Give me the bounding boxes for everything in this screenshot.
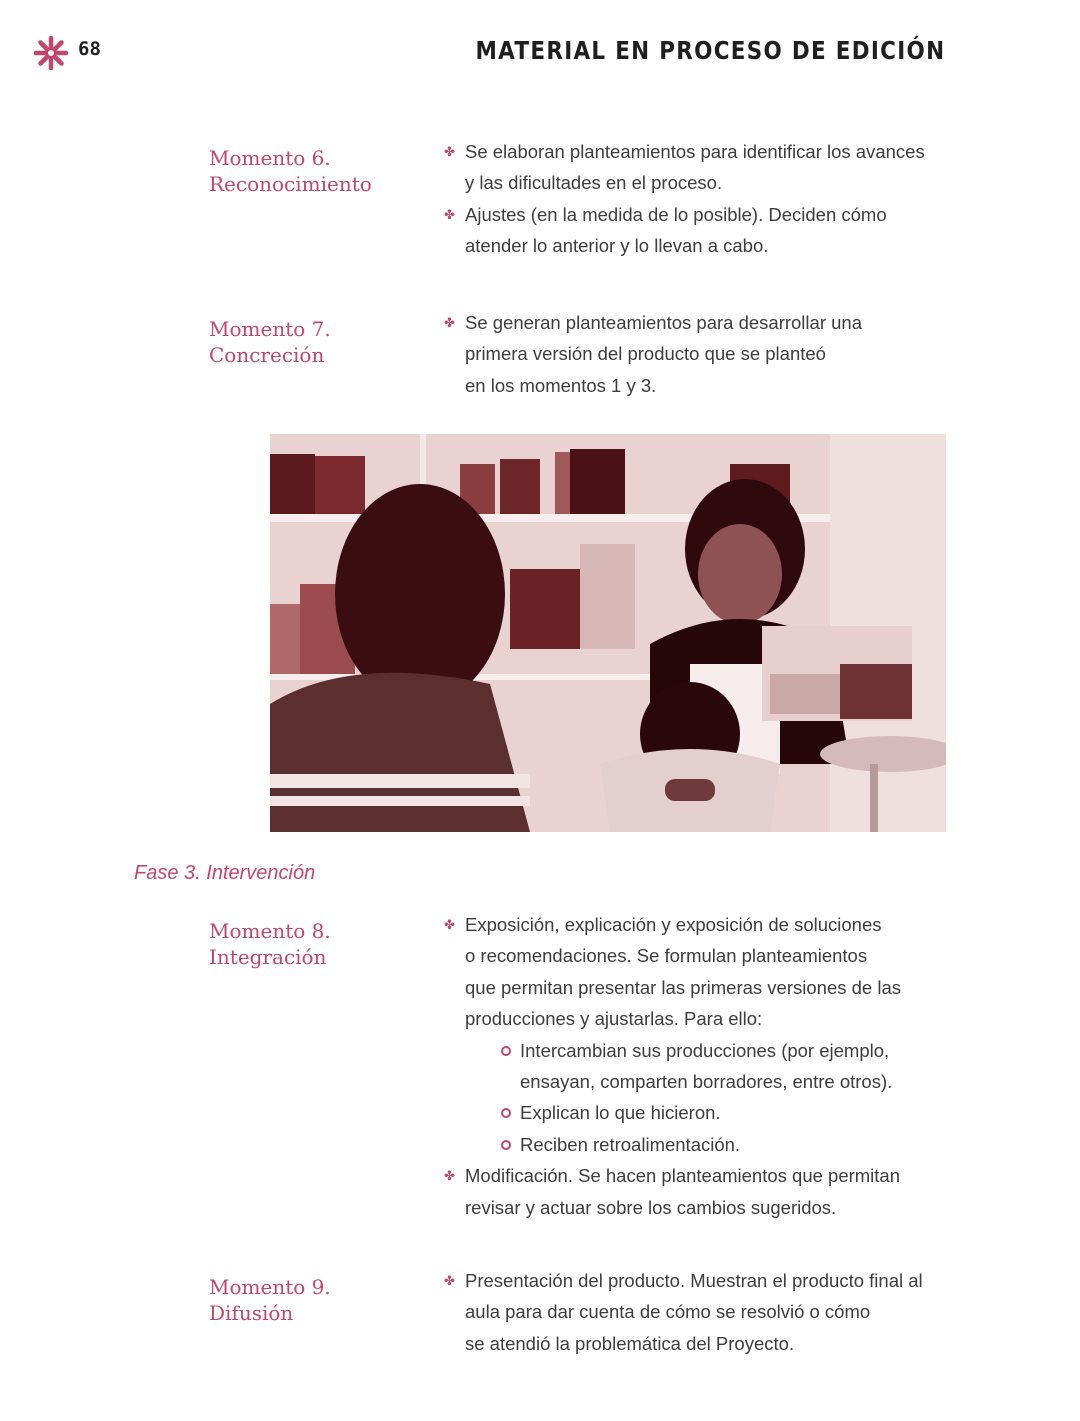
list-item: ✤ Presentación del producto. Muestran el producto final al aula para dar cuenta de cómo se resolvió o cómo se atendió la problemática del Proyecto. xyxy=(444,1265,964,1359)
list-item: ✤ Se elaboran planteamientos para identificar los avances y las dificultades en el proceso. xyxy=(444,136,964,199)
header-title: MATERIAL EN PROCESO DE EDICIÓN xyxy=(475,36,945,65)
page-number: 68 xyxy=(78,38,101,60)
flower-bullet-icon: ✤ xyxy=(444,917,455,932)
list-item: ✤ Ajustes (en la medida de lo posible). Deciden cómo atender lo anterior y lo llevan a cabo. xyxy=(444,199,964,262)
classroom-reading-photo xyxy=(270,434,946,832)
moment-number: Momento 8. xyxy=(209,919,331,943)
sub-list-item: Reciben retroalimentación. xyxy=(499,1129,964,1160)
moment-title xyxy=(209,918,429,970)
sub-list-item: Intercambian sus producciones (por ejemplo, ensayan, comparten borradores, entre otros). xyxy=(499,1035,964,1098)
sub-list-item: Explican lo que hicieron. xyxy=(499,1097,964,1128)
moment-number: Momento 7. xyxy=(209,317,331,341)
list-item: ✤ Modificación. Se hacen planteamientos que permitan revisar y actuar sobre los cambios sugeridos. xyxy=(444,1160,964,1223)
moment-name: Difusión xyxy=(209,1301,294,1325)
moment-name: Concreción xyxy=(209,343,325,367)
bullet-list xyxy=(444,909,964,1223)
flower-bullet-icon: ✤ xyxy=(444,315,455,330)
moment-name: Reconocimiento xyxy=(209,172,372,196)
ring-bullet-icon xyxy=(501,1108,511,1118)
moment-number: Momento 6. xyxy=(209,146,331,170)
asterisk-flower-icon xyxy=(34,36,68,70)
moment-title xyxy=(209,316,429,368)
bullet-list xyxy=(444,307,964,401)
photo-illustration xyxy=(270,434,946,832)
flower-bullet-icon: ✤ xyxy=(444,1273,455,1288)
sub-bullet-list xyxy=(444,1035,964,1161)
moment-name: Integración xyxy=(209,945,327,969)
list-item: ✤ Se generan planteamientos para desarrollar una primera versión del producto que se planteó en los momentos 1 y 3. xyxy=(444,307,964,401)
bullet-list xyxy=(444,136,964,262)
moment-title xyxy=(209,1274,429,1326)
flower-bullet-icon: ✤ xyxy=(444,144,455,159)
flower-bullet-icon: ✤ xyxy=(444,206,455,222)
moment-title xyxy=(209,145,429,197)
moment-number: Momento 9. xyxy=(209,1275,331,1299)
list-item: ✤ Exposición, explicación y exposición de soluciones o recomendaciones. Se formulan planteamientos que permitan presentar las primeras versiones de las producciones y ajustarlas. Para ello: Intercambian sus producciones (por ejemplo, ensayan, comparten borradores, entre otros). Explican lo que hicieron. Reciben retroalimentación. xyxy=(444,909,964,1160)
bullet-list xyxy=(444,1265,964,1359)
phase-heading: Fase 3. Intervención xyxy=(134,862,316,884)
ring-bullet-icon xyxy=(501,1046,511,1056)
ring-bullet-icon xyxy=(501,1140,511,1150)
flower-bullet-icon: ✤ xyxy=(444,1168,455,1184)
